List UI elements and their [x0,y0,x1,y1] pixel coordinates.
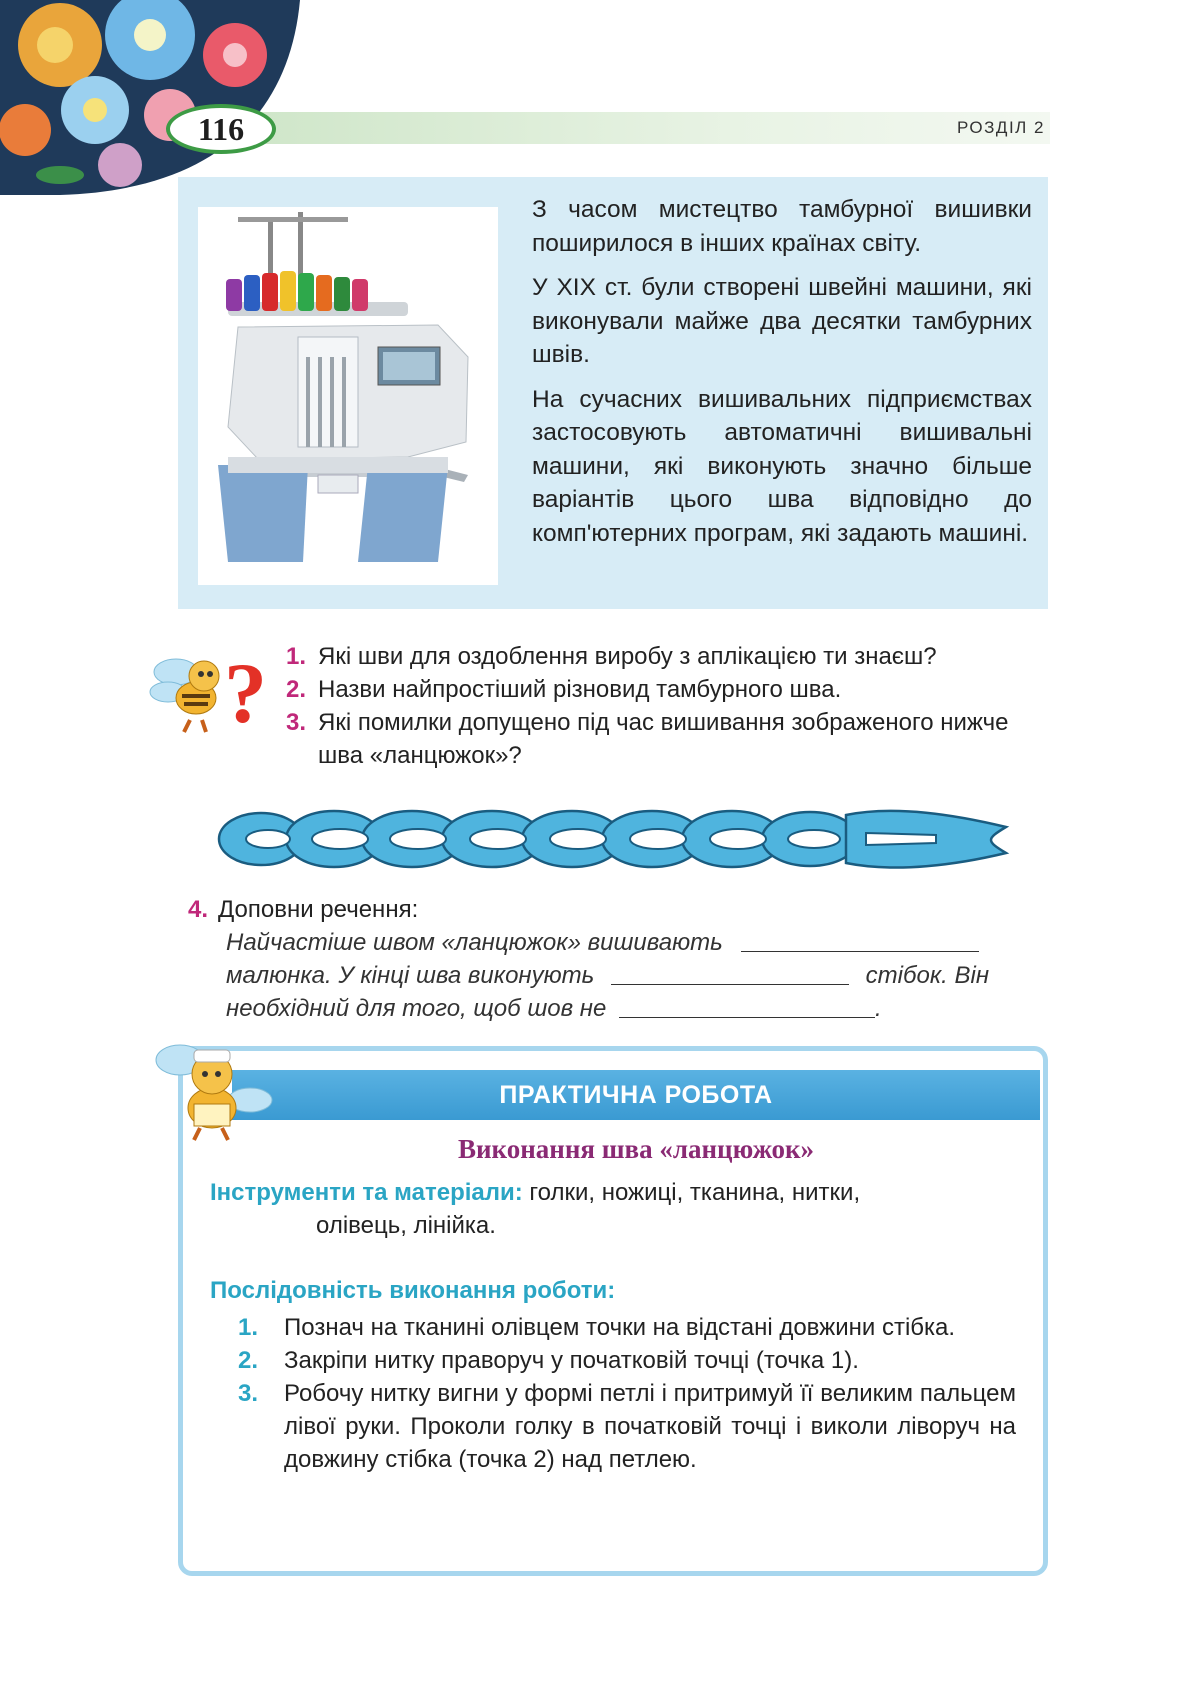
steps-list [238,1311,1016,1476]
chain-stitch-image [216,795,1016,883]
section-label: РОЗДІЛ 2 [956,118,1045,137]
step-text: Робочу нитку вигни у формі петлі і притримуй її великим пальцем лівої руки. Проколи голку в початковій точці і виколи ліворуч на довжину стібка (точка 2) над петлею. [284,1380,1016,1473]
question-text: Які шви для оздоблення виробу з аплікацією ти знаєш? [318,643,937,670]
task-lead: Доповни речення: [218,896,419,923]
tools-and-materials [210,1176,1016,1242]
bee-icon [150,1030,276,1142]
question-number: 3. [286,709,307,736]
page-number: 116 [166,104,276,154]
sentence-end: . [875,995,882,1022]
steps-heading: Послідовність виконання роботи: [210,1277,616,1304]
question-number: 2. [286,676,307,703]
step-text: Познач на тканині олівцем точки на відстані довжини стібка. [284,1314,956,1341]
tools-text-continued: олівець, лінійка. [316,1212,496,1239]
bee-question-mark-icon [146,640,270,736]
list-item [238,1377,1016,1476]
task-sentence [188,926,1044,1025]
step-number: 1. [238,1314,259,1341]
question-text: Які помилки допущено під час вишивання зображеного нижче шва «ланцюжок»? [318,709,1009,769]
list-item [286,640,1046,673]
step-number: 2. [238,1347,259,1374]
question-number: 1. [286,643,307,670]
embroidery-machine-image [198,207,498,585]
step-text: Закріпи нитку праворуч у початковій точці (точка 1). [284,1347,859,1374]
sentence-part: необхідний для того, щоб шов не [226,995,607,1022]
flower-ornament-image [0,0,300,195]
list-item [286,706,1046,772]
sentence-part: малюнка. У кінці шва виконують [226,962,595,989]
answer-blank[interactable] [619,993,875,1018]
sentence-part: стібок. Він [865,962,990,989]
info-text [532,193,1032,561]
practical-work-banner: ПРАКТИЧНА РОБОТА [232,1070,1040,1120]
task-4 [188,893,1044,1025]
answer-blank[interactable] [611,960,849,985]
answer-blank[interactable] [741,927,979,952]
sentence-part: Найчастіше швом «ланцюжок» вишивають [226,929,723,956]
task-number: 4. [188,896,209,923]
svg-text:?: ? [224,645,267,736]
list-item [286,673,1046,706]
question-text: Назви найпростіший різновид тамбурного шва. [318,676,842,703]
practical-work-title: Виконання шва «ланцюжок» [457,1134,815,1164]
tools-label: Інструменти та матеріали: [210,1179,523,1206]
step-number: 3. [238,1380,259,1407]
info-paragraph: На сучасних вишивальних підприємствах застосовують автоматичні вишивальні машини, які виконують значно більше варіантів цього шва відповідно до комп'ютерних програм, які задають машині. [532,385,1032,547]
questions-list [286,640,1046,772]
list-item [238,1344,1016,1377]
info-paragraph: З часом мистецтво тамбурної вишивки поширилося в інших країнах світу. [532,196,1032,257]
tools-text: голки, ножиці, тканина, нитки, [529,1179,861,1206]
info-paragraph: У XIX ст. були створені швейні машини, які виконували майже два десятки тамбурних швів. [532,274,1032,368]
list-item [238,1311,1016,1344]
